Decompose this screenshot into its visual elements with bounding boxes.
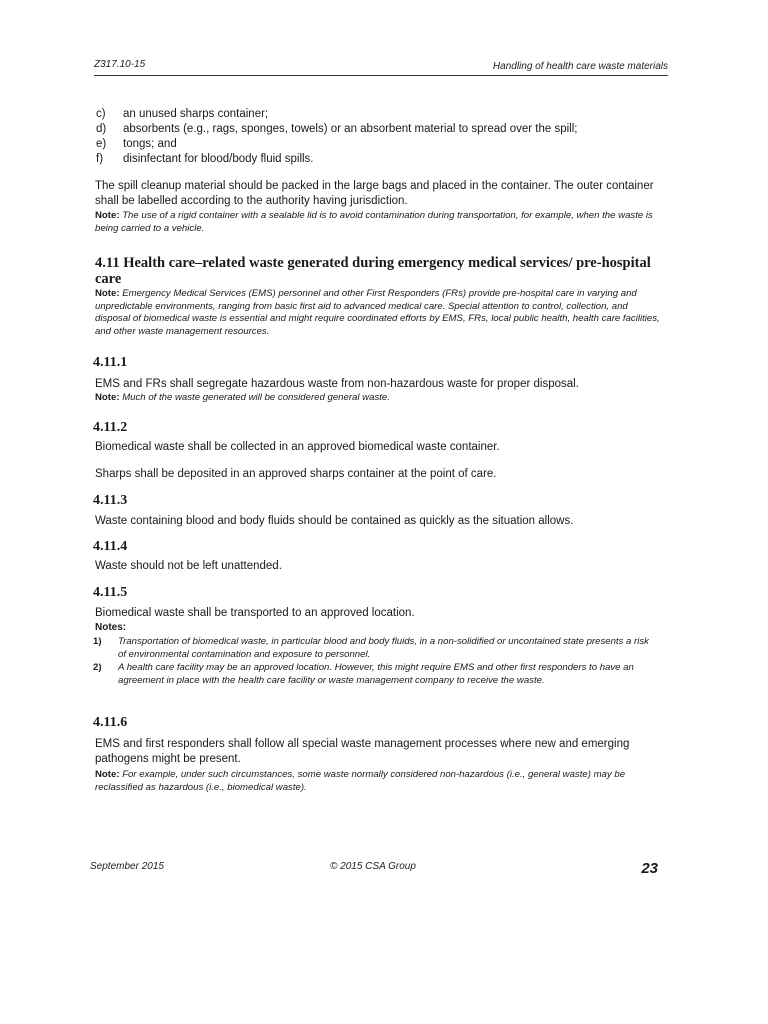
list-item-label: c)	[96, 108, 106, 120]
list-item-label: d)	[96, 123, 107, 135]
clause-text-4-11-6: EMS and first responders shall follow all special waste management processes where new and emerging pathogens might be present.	[95, 738, 630, 765]
clause-text-4-11-5: Biomedical waste shall be transported to an approved location.	[95, 607, 415, 619]
list-item-label: f)	[96, 153, 104, 165]
clause-note-4-11-6	[95, 769, 660, 794]
clause-text-4-11-1: EMS and FRs shall segregate hazardous waste from non-hazardous waste for proper disposal.	[95, 378, 579, 390]
clause-number-4-11-2: 4.11.2	[93, 420, 128, 435]
note-text: For example, under such circumstances, some waste normally considered non-hazardous (i.e., general waste) may be reclassified as hazardous (i.e., biomedical waste).	[95, 769, 626, 793]
list-item-label: e)	[96, 138, 107, 150]
list-item	[96, 122, 656, 137]
list-item-text: tongs; and	[123, 138, 177, 150]
clause-text-4-11-3: Waste containing blood and body fluids should be contained as quickly as the situation allows.	[95, 515, 574, 527]
header-rule	[94, 75, 668, 76]
clause-text-4-11-2a: Biomedical waste shall be collected in an approved biomedical waste container.	[95, 441, 500, 453]
note-number: 2)	[93, 662, 102, 673]
clause-number-4-11-6: 4.11.6	[93, 715, 128, 730]
footer-copyright: © 2015 CSA Group	[330, 861, 416, 872]
spill-note	[95, 210, 660, 235]
list-item-text: an unused sharps container;	[123, 108, 269, 120]
note-text: The use of a rigid container with a sealable lid is to avoid contamination during transportation, for example, when the waste is being carried to a vehicle.	[95, 210, 653, 234]
list-item-text: absorbents (e.g., rags, sponges, towels) or an absorbent material to spread over the spill;	[123, 123, 578, 135]
footer-date: September 2015	[90, 861, 164, 872]
section-heading-4-11: 4.11 Health care–related waste generated during emergency medical services/ pre-hospital care	[95, 255, 651, 287]
list-item	[96, 137, 656, 152]
note-number: 1)	[93, 636, 102, 647]
clause-text-4-11-4: Waste should not be left unattended.	[95, 560, 282, 572]
list-item	[96, 107, 656, 122]
note-label: Note:	[95, 210, 120, 221]
standard-number: Z317.10-15	[94, 59, 146, 70]
note-label: Note:	[95, 392, 120, 403]
note-label: Note:	[95, 288, 120, 299]
note-text: Transportation of biomedical waste, in particular blood and body fluids, in a non-solidified or uncontained state presents a risk of environmental contamination and exposure to personnel.	[118, 636, 649, 660]
section-4-11-note	[95, 288, 660, 338]
clause-text-4-11-2b: Sharps shall be deposited in an approved sharps container at the point of care.	[95, 468, 497, 480]
note-text: Much of the waste generated will be considered general waste.	[122, 392, 390, 403]
page-number: 23	[641, 860, 658, 877]
note-text: A health care facility may be an approved location. However, this might require EMS and other first responders to have an agreement in place with the health care facility or waste management company to receive the waste.	[118, 662, 634, 686]
notes-label: Notes:	[95, 622, 127, 633]
clause-number-4-11-5: 4.11.5	[93, 585, 128, 600]
clause-note-4-11-1	[95, 392, 660, 405]
supply-list	[96, 107, 656, 167]
list-item	[96, 152, 656, 167]
note-text: Emergency Medical Services (EMS) personnel and other First Responders (FRs) provide pre-hospital care in varying and unpredictable environments, ranging from basic first aid to advanced medical care. Special attention to control, collection, and disposal of biomedical waste is essential and might require coordinated efforts by EMS, FRs, local public health, health care facilities, and other waste management resources.	[95, 288, 660, 337]
header-title: Handling of health care waste materials	[492, 61, 668, 72]
note-label: Note:	[95, 769, 120, 780]
list-item-text: disinfectant for blood/body fluid spills.	[123, 153, 314, 165]
clause-number-4-11-1: 4.11.1	[93, 355, 128, 370]
clause-number-4-11-4: 4.11.4	[93, 539, 128, 554]
spill-paragraph: The spill cleanup material should be packed in the large bags and placed in the container. The outer container shall be labelled according to the authority having jurisdiction.	[95, 180, 654, 207]
clause-number-4-11-3: 4.11.3	[93, 493, 128, 508]
